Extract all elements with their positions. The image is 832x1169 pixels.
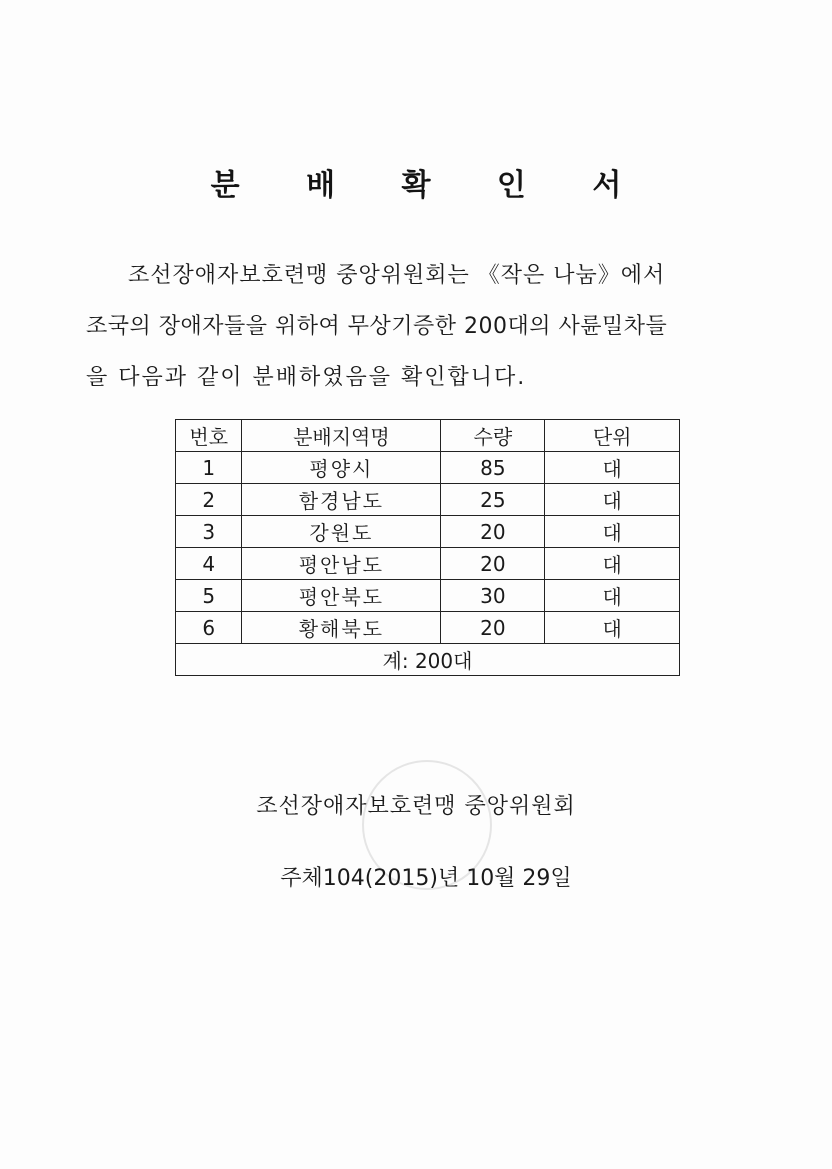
table-row bbox=[176, 548, 680, 580]
cell-quantity: 20 bbox=[441, 516, 545, 548]
table-row bbox=[176, 612, 680, 644]
issuing-organization: 조선장애자보호련맹 중앙위원회 bbox=[256, 794, 576, 819]
cell-number: 2 bbox=[176, 484, 242, 516]
body-line-2: 조국의 장애자들을 위하여 무상기증한 200대의 사륜밀차들 bbox=[86, 314, 668, 339]
cell-quantity: 20 bbox=[441, 548, 545, 580]
header-region: 분배지역명 bbox=[242, 420, 441, 452]
cell-unit: 대 bbox=[545, 580, 680, 612]
cell-quantity: 85 bbox=[441, 452, 545, 484]
cell-unit: 대 bbox=[545, 484, 680, 516]
table-row bbox=[176, 516, 680, 548]
cell-quantity: 20 bbox=[441, 612, 545, 644]
issue-date: 주체104(2015)년 10월 29일 bbox=[280, 866, 572, 891]
header-unit: 단위 bbox=[545, 420, 680, 452]
cell-number: 4 bbox=[176, 548, 242, 580]
cell-number: 6 bbox=[176, 612, 242, 644]
body-line-3: 을 다음과 같이 분배하였음을 확인합니다. bbox=[86, 365, 527, 390]
total-cell: 계: 200대 bbox=[176, 644, 680, 676]
cell-region: 함경남도 bbox=[242, 484, 441, 516]
header-quantity: 수량 bbox=[441, 420, 545, 452]
header-number: 번호 bbox=[176, 420, 242, 452]
cell-unit: 대 bbox=[545, 548, 680, 580]
cell-quantity: 25 bbox=[441, 484, 545, 516]
cell-region: 강원도 bbox=[242, 516, 441, 548]
cell-unit: 대 bbox=[545, 516, 680, 548]
cell-region: 황해북도 bbox=[242, 612, 441, 644]
distribution-table bbox=[175, 419, 680, 676]
cell-number: 5 bbox=[176, 580, 242, 612]
cell-quantity: 30 bbox=[441, 580, 545, 612]
cell-unit: 대 bbox=[545, 452, 680, 484]
cell-region: 평안북도 bbox=[242, 580, 441, 612]
table-row bbox=[176, 452, 680, 484]
cell-unit: 대 bbox=[545, 612, 680, 644]
document-title: 분 배 확 인 서 bbox=[210, 168, 650, 203]
cell-region: 평양시 bbox=[242, 452, 441, 484]
table-row bbox=[176, 580, 680, 612]
table-total-row bbox=[176, 644, 680, 676]
cell-region: 평안남도 bbox=[242, 548, 441, 580]
cell-number: 3 bbox=[176, 516, 242, 548]
table-row bbox=[176, 484, 680, 516]
cell-number: 1 bbox=[176, 452, 242, 484]
body-line-1: 조선장애자보호련맹 중앙위원회는 《작은 나눔》에서 bbox=[128, 263, 666, 288]
table-header-row bbox=[176, 420, 680, 452]
